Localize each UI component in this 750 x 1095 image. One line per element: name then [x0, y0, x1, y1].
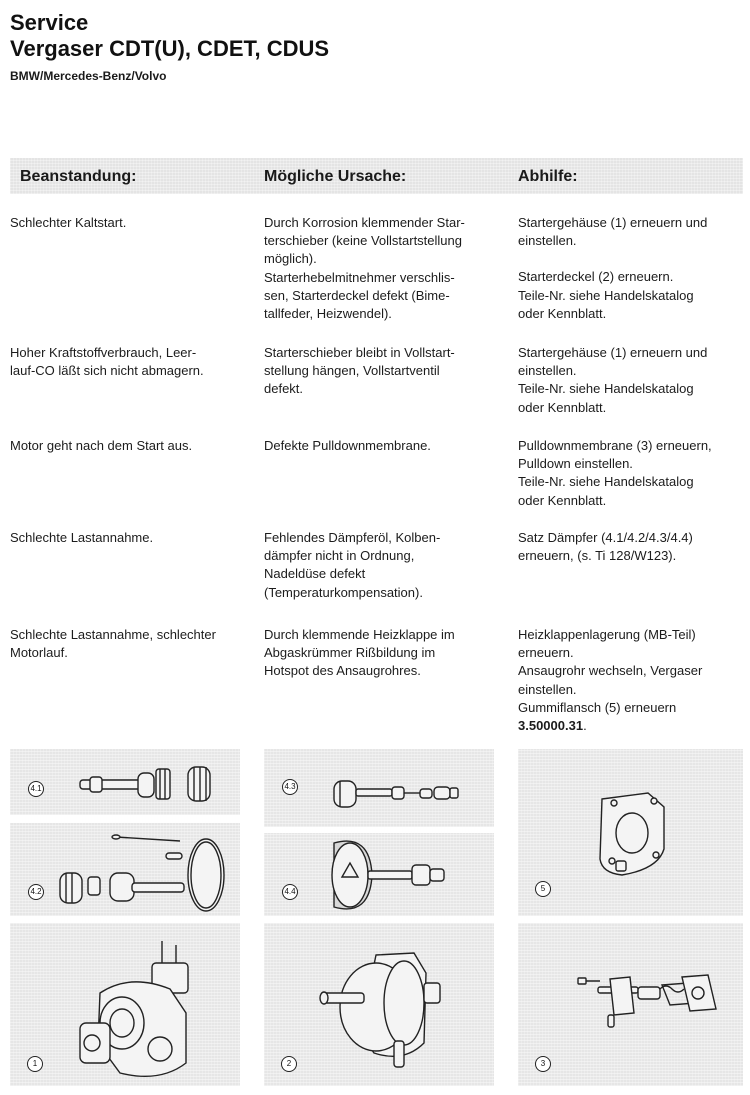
rubber-flange-illustration	[518, 749, 743, 916]
row1-complaint: Schlechter Kaltstart.	[10, 215, 127, 230]
row4-remedy: Satz Dämpfer (4.1/4.2/4.3/4.4) erneuern, (s. Ti 128/W123).	[518, 530, 693, 564]
row5-complaint: Schlechte Lastannahme, schlechter Motorlauf.	[10, 627, 216, 661]
row1-remedy: Startergehäuse (1) erneuern und einstellen. Starterdeckel (2) erneuern. Teile-Nr. siehe Handelskatalog oder Kennblatt.	[518, 215, 708, 321]
row5-cause: Durch klemmende Heizklappe im Abgaskrümmer Rißbildung im Hotspot des Ansaugrohres.	[264, 627, 455, 679]
row1-cause: Durch Korrosion klemmender Star- terschieber (keine Vollstartstellung möglich). Starterhebelmitnehmer verschlis- sen, Starterdeckel defekt (Bime- tallfeder, Heizwendel).	[264, 215, 465, 322]
row3-remedy: Pulldownmembrane (3) erneuern, Pulldown einstellen. Teile-Nr. siehe Handelskatalog oder Kennblatt.	[518, 438, 712, 508]
page-title: Service	[10, 10, 89, 35]
figure-starter-cover	[264, 923, 494, 1086]
figure-damper-4-4	[264, 833, 494, 916]
figure-label-3: 3	[535, 1056, 551, 1072]
page-subtitle: Vergaser CDT(U), CDET, CDUS	[10, 36, 330, 61]
figure-damper-4-2	[10, 823, 240, 916]
figure-label-4-1: 4.1	[28, 781, 44, 797]
figure-rubber-flange	[518, 749, 743, 916]
row2-remedy: Startergehäuse (1) erneuern und einstellen. Teile-Nr. siehe Handelskatalog oder Kennblatt.	[518, 345, 708, 415]
row5-remedy: Heizklappenlagerung (MB-Teil) erneuern. Ansaugrohr wechseln, Vergaser einstellen. Gummiflansch (5) erneuern 3.50000.31.	[518, 627, 703, 734]
part-number: 3.50000.31	[518, 718, 584, 734]
starter-cover-illustration	[264, 923, 494, 1086]
row3-complaint: Motor geht nach dem Start aus.	[10, 438, 193, 453]
damper-rod-illustration	[264, 749, 494, 827]
column-header-remedy: Abhilfe:	[518, 168, 578, 185]
figure-label-4-2: 4.2	[28, 884, 44, 900]
row2-complaint: Hoher Kraftstoffverbrauch, Leer- lauf-CO läßt sich nicht abmagern.	[10, 345, 204, 379]
row4-cause: Fehlendes Dämpferöl, Kolben- dämpfer nicht in Ordnung, Nadeldüse defekt (Temperaturkompensation).	[264, 530, 441, 600]
figure-starter-housing	[10, 923, 240, 1086]
row2-cause: Starterschieber bleibt in Vollstart- stellung hängen, Vollstartventil defekt.	[264, 345, 455, 397]
column-header-complaint: Beanstandung:	[20, 168, 137, 185]
row3-cause: Defekte Pulldownmembrane.	[264, 438, 431, 453]
figure-damper-4-1	[10, 749, 240, 815]
figure-damper-4-3	[264, 749, 494, 827]
figure-pulldown-diaphragm	[518, 923, 743, 1086]
figure-label-1: 1	[27, 1056, 43, 1072]
pulldown-diaphragm-illustration	[518, 923, 743, 1086]
figure-label-5: 5	[535, 881, 551, 897]
brand-line: BMW/Mercedes-Benz/Volvo	[10, 69, 167, 83]
damper-parts-illustration	[10, 749, 240, 815]
figure-label-4-4: 4.4	[282, 884, 298, 900]
figure-label-2: 2	[281, 1056, 297, 1072]
damper-housing-illustration	[264, 833, 494, 916]
damper-kit-illustration	[10, 823, 240, 916]
figure-label-4-3: 4.3	[282, 779, 298, 795]
carburetor-illustration	[10, 923, 240, 1086]
column-header-cause: Mögliche Ursache:	[264, 168, 407, 185]
row4-complaint: Schlechte Lastannahme.	[10, 530, 154, 545]
